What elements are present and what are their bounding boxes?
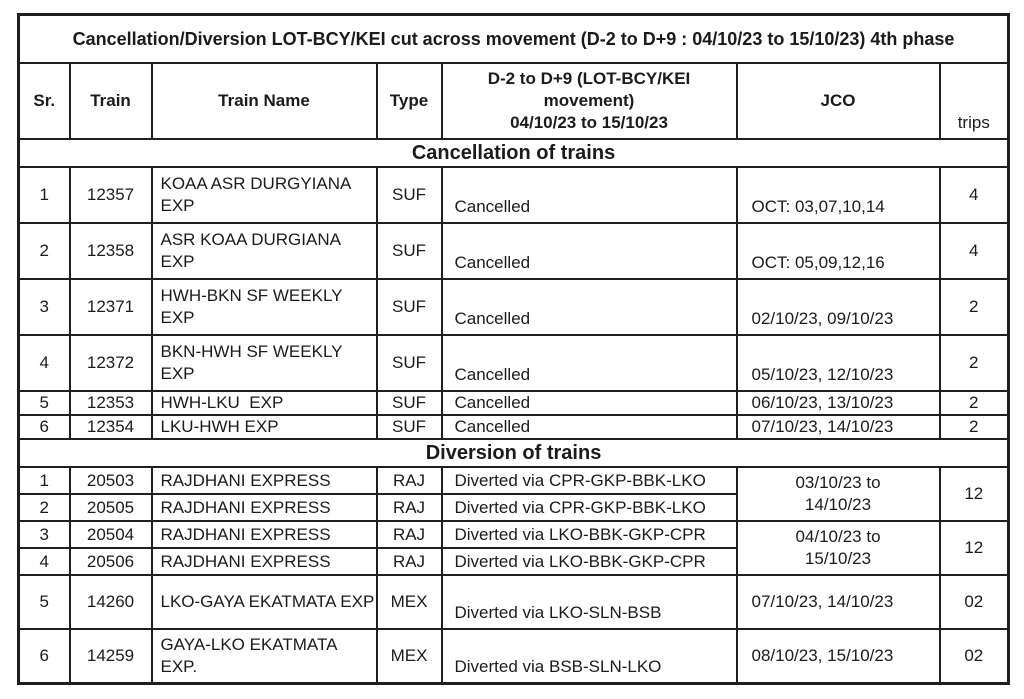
cell-status: Diverted via CPR-GKP-BBK-LKO <box>442 494 737 521</box>
table-row <box>19 467 1009 494</box>
cell-train-number: 12358 <box>70 223 152 279</box>
cell-train-name: GAYA-LKO EKATMATA EXP. <box>152 629 377 684</box>
cell-type: SUF <box>377 391 442 415</box>
col-header-movement <box>442 63 737 139</box>
cell-trips: 2 <box>940 279 1009 335</box>
movement-header-line2: 04/10/23 to 15/10/23 <box>510 113 668 133</box>
cell-trips: 2 <box>940 335 1009 391</box>
cell-train-number: 12354 <box>70 415 152 439</box>
cell-status: Cancelled <box>442 415 737 439</box>
cell-sr: 1 <box>19 167 70 223</box>
cell-status: Cancelled <box>442 223 737 279</box>
cell-sr: 4 <box>19 335 70 391</box>
cell-jco-merged <box>737 521 940 575</box>
cell-type: MEX <box>377 575 442 629</box>
cell-status: Diverted via LKO-BBK-GKP-CPR <box>442 521 737 548</box>
cell-train-name: BKN-HWH SF WEEKLY EXP <box>152 335 377 391</box>
train-schedule-table <box>17 13 1010 685</box>
cell-jco: 08/10/23, 15/10/23 <box>737 629 940 684</box>
cell-jco: 07/10/23, 14/10/23 <box>737 575 940 629</box>
cell-trips: 2 <box>940 391 1009 415</box>
cell-status: Cancelled <box>442 167 737 223</box>
cell-status: Diverted via CPR-GKP-BBK-LKO <box>442 467 737 494</box>
table-row <box>19 575 1009 629</box>
col-header-train-name: Train Name <box>152 63 377 139</box>
jco-date-range: 04/10/23 to 15/10/23 <box>795 527 881 569</box>
table-row <box>19 335 1009 391</box>
cell-status: Cancelled <box>442 391 737 415</box>
cell-sr: 6 <box>19 629 70 684</box>
cell-jco: OCT: 03,07,10,14 <box>737 167 940 223</box>
cell-status: Diverted via BSB-SLN-LKO <box>442 629 737 684</box>
cell-trips: 02 <box>940 629 1009 684</box>
cell-type: SUF <box>377 335 442 391</box>
cell-trips: 2 <box>940 415 1009 439</box>
table-row <box>19 15 1009 64</box>
cell-jco: 07/10/23, 14/10/23 <box>737 415 940 439</box>
table-row <box>19 521 1009 548</box>
col-header-type: Type <box>377 63 442 139</box>
cell-type: RAJ <box>377 548 442 575</box>
cell-type: SUF <box>377 167 442 223</box>
cell-sr: 5 <box>19 391 70 415</box>
cell-jco-merged <box>737 467 940 521</box>
cell-jco: 02/10/23, 09/10/23 <box>737 279 940 335</box>
cell-type: RAJ <box>377 521 442 548</box>
table-row <box>19 439 1009 467</box>
cell-train-number: 20505 <box>70 494 152 521</box>
table-row <box>19 139 1009 167</box>
cell-status: Cancelled <box>442 279 737 335</box>
cell-train-name: HWH-BKN SF WEEKLY EXP <box>152 279 377 335</box>
table-row <box>19 629 1009 684</box>
cell-sr: 4 <box>19 548 70 575</box>
cell-type: RAJ <box>377 467 442 494</box>
table-row <box>19 63 1009 139</box>
cell-type: SUF <box>377 415 442 439</box>
cell-type: MEX <box>377 629 442 684</box>
cell-jco: 05/10/23, 12/10/23 <box>737 335 940 391</box>
cell-type: SUF <box>377 279 442 335</box>
cell-sr: 2 <box>19 494 70 521</box>
cell-train-number: 20506 <box>70 548 152 575</box>
cell-trips: 02 <box>940 575 1009 629</box>
cell-trips-merged: 12 <box>940 521 1009 575</box>
cell-train-name: RAJDHANI EXPRESS <box>152 548 377 575</box>
col-header-train: Train <box>70 63 152 139</box>
cell-type: SUF <box>377 223 442 279</box>
cell-sr: 1 <box>19 467 70 494</box>
cell-status: Cancelled <box>442 335 737 391</box>
cell-train-number: 20503 <box>70 467 152 494</box>
cell-sr: 6 <box>19 415 70 439</box>
cell-trips: 4 <box>940 223 1009 279</box>
table-row <box>19 223 1009 279</box>
page-title: Cancellation/Diversion LOT-BCY/KEI cut across movement (D-2 to D+9 : 04/10/23 to 15/10/23) 4th phase <box>72 28 955 49</box>
table-row <box>19 415 1009 439</box>
cell-train-name: LKU-HWH EXP <box>152 415 377 439</box>
cell-type: RAJ <box>377 494 442 521</box>
table-row <box>19 391 1009 415</box>
col-header-sr: Sr. <box>19 63 70 139</box>
cell-jco: OCT: 05,09,12,16 <box>737 223 940 279</box>
cell-train-name: HWH-LKU EXP <box>152 391 377 415</box>
cell-train-name: RAJDHANI EXPRESS <box>152 467 377 494</box>
cell-train-number: 12353 <box>70 391 152 415</box>
movement-header-line1: D-2 to D+9 (LOT-BCY/KEI movement) <box>487 68 691 110</box>
cell-train-name: RAJDHANI EXPRESS <box>152 521 377 548</box>
col-header-trips: trips <box>940 63 1009 139</box>
cell-jco: 06/10/23, 13/10/23 <box>737 391 940 415</box>
cell-train-number: 12357 <box>70 167 152 223</box>
cell-train-number: 12371 <box>70 279 152 335</box>
title-cell <box>19 15 1009 64</box>
cell-train-name: KOAA ASR DURGYIANA EXP <box>152 167 377 223</box>
cell-train-name: RAJDHANI EXPRESS <box>152 494 377 521</box>
cell-train-number: 12372 <box>70 335 152 391</box>
cell-sr: 3 <box>19 521 70 548</box>
jco-date-range: 03/10/23 to 14/10/23 <box>795 473 881 515</box>
cell-status: Diverted via LKO-BBK-GKP-CPR <box>442 548 737 575</box>
cell-train-number: 14260 <box>70 575 152 629</box>
cell-trips: 4 <box>940 167 1009 223</box>
table-row <box>19 279 1009 335</box>
col-header-jco: JCO <box>737 63 940 139</box>
section-heading-diversion: Diversion of trains <box>19 439 1009 467</box>
cell-sr: 3 <box>19 279 70 335</box>
cell-status: Diverted via LKO-SLN-BSB <box>442 575 737 629</box>
cell-sr: 2 <box>19 223 70 279</box>
cell-train-number: 14259 <box>70 629 152 684</box>
table-row <box>19 167 1009 223</box>
cell-train-name: ASR KOAA DURGIANA EXP <box>152 223 377 279</box>
section-heading-cancellation: Cancellation of trains <box>19 139 1009 167</box>
cell-sr: 5 <box>19 575 70 629</box>
cell-trips-merged: 12 <box>940 467 1009 521</box>
cell-train-name: LKO-GAYA EKATMATA EXP <box>152 575 377 629</box>
cell-train-number: 20504 <box>70 521 152 548</box>
